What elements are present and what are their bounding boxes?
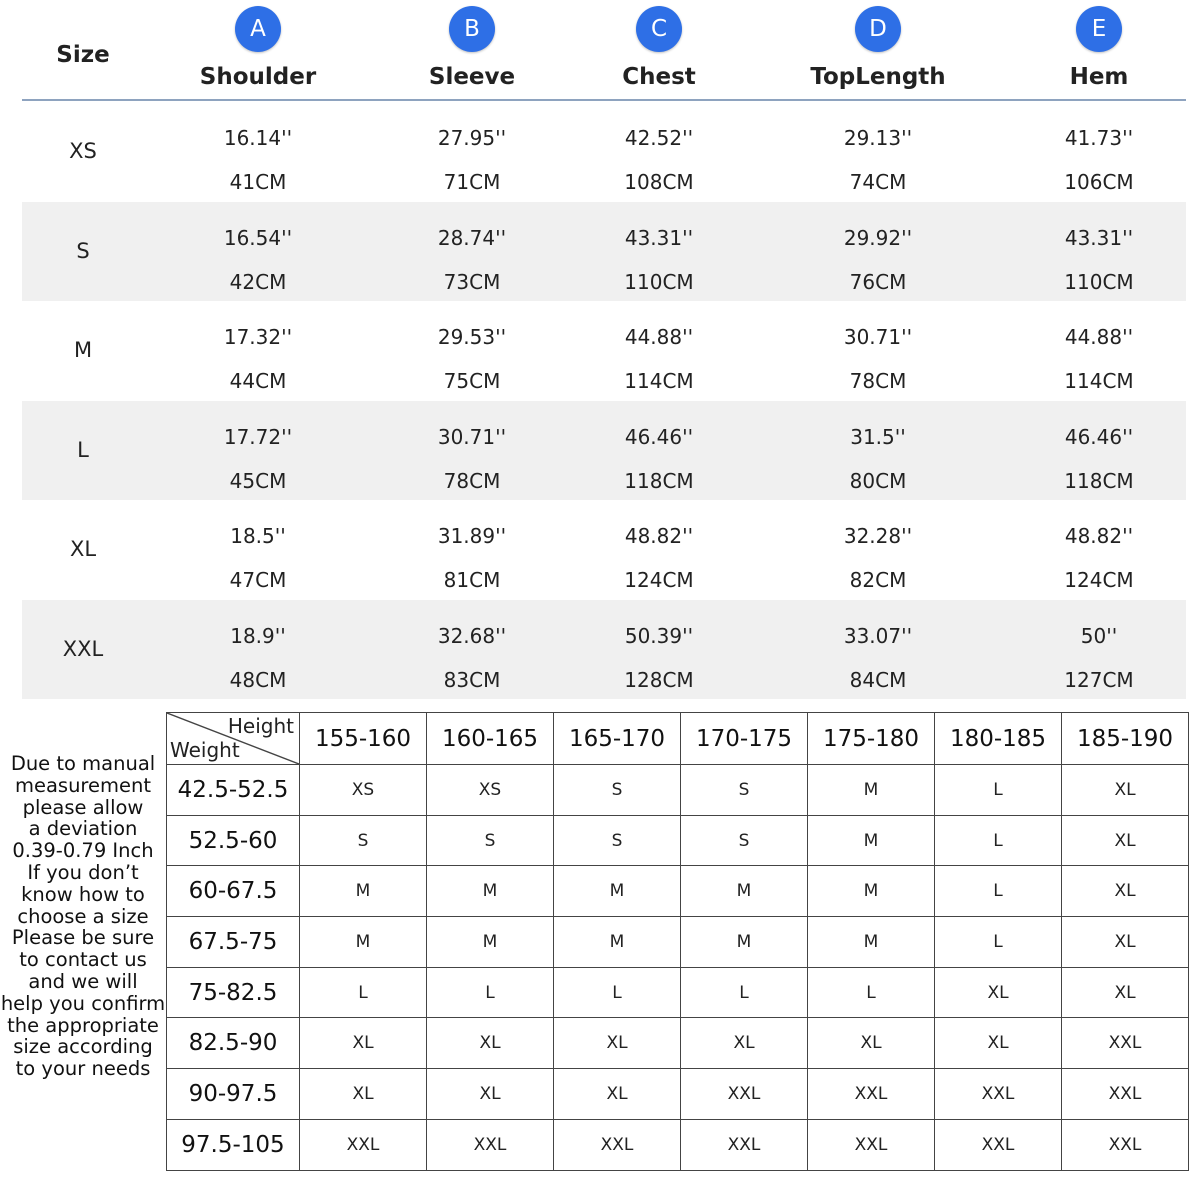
recommended-size-cell: XL [935,1018,1062,1069]
cm-value: 83CM [443,667,501,692]
height-weight-body [167,765,1189,1171]
inch-value: 48.82'' [624,524,694,548]
measurement-cell [544,600,774,700]
note-line: to contact us [19,948,147,972]
weight-row [167,1119,1189,1170]
recommended-size-cell: M [300,917,427,968]
note-line: choose a size [17,904,149,928]
note-line: measurement [14,773,152,797]
recommended-size-cell: XL [427,1018,554,1069]
recommended-size-cell: M [300,866,427,917]
cm-value: 118CM [624,468,694,493]
recommended-size-cell: XXL [808,1069,935,1120]
recommended-size-cell: XL [554,1018,681,1069]
column-badge-icon: A [235,6,281,52]
recommended-size-cell: L [935,917,1062,968]
inch-value: 50.39'' [624,623,694,648]
column-header-chest [544,0,774,90]
cm-value: 74CM [849,170,907,194]
inch-value: 33.07'' [843,623,913,648]
weight-row [167,1069,1189,1120]
weight-range-label: 42.5-52.5 [167,765,300,816]
inch-value: 18.5'' [230,524,286,548]
cm-value: 44CM [229,369,287,393]
height-range-header: 175-180 [808,713,935,765]
cm-value: 81CM [443,568,501,592]
recommended-size-cell: XXL [1062,1119,1189,1170]
cm-value: 118CM [1064,468,1134,493]
cm-value: 47CM [229,568,287,592]
recommended-size-cell: M [808,765,935,816]
recommended-size-cell: XXL [808,1119,935,1170]
height-range-header: 155-160 [300,713,427,765]
note-line: to your needs [15,1057,151,1081]
cm-value: 114CM [1064,369,1134,393]
column-title: Shoulder [199,64,317,90]
cm-value: 110CM [1064,269,1134,294]
note-line: please allow [22,795,144,819]
inch-value: 46.46'' [1064,424,1134,449]
cm-value: 75CM [443,369,501,393]
recommended-size-cell: XXL [554,1119,681,1170]
recommended-size-cell: XXL [300,1119,427,1170]
measurement-row-xl [22,500,1186,600]
note-line: know how to [21,882,145,906]
cm-value: 48CM [229,667,287,692]
recommended-size-cell: L [681,967,808,1018]
weight-row [167,1018,1189,1069]
recommended-size-cell: S [300,815,427,866]
recommended-size-cell: XXL [681,1119,808,1170]
recommended-size-cell: XL [1062,815,1189,866]
recommended-size-cell: XS [427,765,554,816]
recommended-size-cell: XL [427,1069,554,1120]
height-header-row [167,713,1189,765]
size-label: XL [69,537,97,561]
inch-value: 29.92'' [843,225,913,250]
measurement-row-m [22,301,1186,401]
inch-value: 41.73'' [1064,126,1134,150]
height-range-header: 180-185 [935,713,1062,765]
recommended-size-cell: XL [300,1018,427,1069]
measurement-cell [143,600,373,700]
recommended-size-cell: XXL [681,1069,808,1120]
recommended-size-cell: XL [554,1069,681,1120]
column-badge-icon: E [1076,6,1122,52]
recommended-size-cell: M [681,866,808,917]
weight-row [167,917,1189,968]
measurement-cell [143,500,373,600]
recommended-size-cell: XL [1062,866,1189,917]
cm-value: 42CM [229,269,287,294]
cm-value: 41CM [229,170,287,194]
recommended-size-cell: M [808,866,935,917]
weight-range-label: 60-67.5 [167,866,300,917]
recommended-size-cell: XL [681,1018,808,1069]
inch-value: 16.54'' [223,225,293,250]
recommended-size-cell: M [427,917,554,968]
inch-value: 42.52'' [624,126,694,150]
recommended-size-cell: L [300,967,427,1018]
note-line: a deviation [28,817,138,841]
cm-value: 45CM [229,468,287,493]
recommended-size-cell: XL [300,1069,427,1120]
cm-value: 127CM [1064,667,1134,692]
size-label: XXL [62,636,104,661]
recommended-size-cell: L [935,765,1062,816]
recommended-size-cell: M [554,866,681,917]
weight-row [167,866,1189,917]
inch-value: 16.14'' [223,126,293,150]
inch-value: 43.31'' [624,225,694,250]
note-line: and we will [28,969,138,993]
measurement-cell [143,401,373,501]
measurement-row-s [22,202,1186,302]
cm-value: 128CM [624,667,694,692]
size-label: S [76,238,90,263]
inch-value: 48.82'' [1064,524,1134,548]
size-label: L [77,437,89,462]
recommended-size-cell: XXL [935,1069,1062,1120]
recommended-size-cell: S [681,765,808,816]
cm-value: 78CM [849,369,907,393]
recommended-size-cell: M [427,866,554,917]
measurement-cell [984,301,1200,401]
measurement-cell [984,401,1200,501]
measurement-cell [763,600,993,700]
recommended-size-cell: S [427,815,554,866]
column-title: TopLength [810,64,946,90]
recommended-size-cell: XL [935,967,1062,1018]
inch-value: 44.88'' [624,325,694,349]
inch-value: 30.71'' [843,325,913,349]
inch-value: 18.9'' [230,623,286,648]
recommended-size-cell: S [681,815,808,866]
recommended-size-cell: L [935,866,1062,917]
weight-range-label: 82.5-90 [167,1018,300,1069]
column-header-shoulder [143,0,373,90]
weight-range-label: 75-82.5 [167,967,300,1018]
measurement-cell [984,202,1200,302]
cm-value: 110CM [624,269,694,294]
recommended-size-cell: L [935,815,1062,866]
height-weight-size-table [166,712,1189,1171]
inch-value: 44.88'' [1064,325,1134,349]
note-line: the appropriate [7,1013,159,1037]
inch-value: 29.13'' [843,126,913,150]
height-range-header: 165-170 [554,713,681,765]
column-badge-icon: C [636,6,682,52]
measurement-row-l [22,401,1186,501]
note-line: If you don’t [27,860,139,884]
weight-row [167,815,1189,866]
inch-value: 32.68'' [437,623,507,648]
measurement-cell [763,102,993,202]
recommended-size-cell: XXL [935,1119,1062,1170]
measurement-row-xs [22,102,1186,202]
column-title: Hem [1069,64,1129,90]
measurement-cell [544,102,774,202]
height-range-header: 170-175 [681,713,808,765]
measurement-cell [763,202,993,302]
measurement-cell [544,401,774,501]
recommended-size-cell: XS [300,765,427,816]
measurement-cell [544,500,774,600]
weight-range-label: 52.5-60 [167,815,300,866]
cm-value: 114CM [624,369,694,393]
height-range-header: 185-190 [1062,713,1189,765]
measurement-table [22,102,1186,699]
measurement-cell [544,202,774,302]
weight-row [167,765,1189,816]
cm-value: 73CM [443,269,501,294]
cm-value: 76CM [849,269,907,294]
inch-value: 17.72'' [223,424,293,449]
cm-value: 80CM [849,468,907,493]
size-label: M [73,338,93,362]
measurement-cell [544,301,774,401]
weight-axis-label: Weight [170,738,240,762]
note-line: size according [13,1035,153,1059]
size-label: XS [69,139,97,163]
column-title: Sleeve [428,64,516,90]
column-badge-icon: D [855,6,901,52]
measurement-cell [143,301,373,401]
note-line: Due to manual [10,752,156,775]
recommended-size-cell: M [554,917,681,968]
inch-value: 17.32'' [223,325,293,349]
weight-row [167,967,1189,1018]
measurement-cell [763,301,993,401]
measurement-cell [984,600,1200,700]
cm-value: 108CM [624,170,694,194]
note-line: help you confirm [0,991,166,1015]
recommended-size-cell: XL [1062,765,1189,816]
inch-value: 29.53'' [437,325,507,349]
recommended-size-cell: M [681,917,808,968]
inch-value: 30.71'' [437,424,507,449]
column-badge-icon: B [449,6,495,52]
measurement-row-xxl [22,600,1186,700]
column-header-toplength [763,0,993,90]
inch-value: 32.28'' [843,524,913,548]
header-divider [22,99,1186,101]
cm-value: 82CM [849,568,907,592]
recommended-size-cell: L [427,967,554,1018]
recommended-size-cell: XL [808,1018,935,1069]
measurement-cell [763,500,993,600]
recommended-size-cell: S [554,815,681,866]
weight-range-label: 97.5-105 [167,1119,300,1170]
inch-value: 28.74'' [437,225,507,250]
column-header-hem [984,0,1200,90]
cm-value: 124CM [1064,568,1134,592]
recommended-size-cell: M [808,917,935,968]
height-axis-label: Height [227,714,294,738]
inch-value: 27.95'' [437,126,507,150]
inch-value: 43.31'' [1064,225,1134,250]
note-line: 0.39-0.79 Inch [12,839,154,863]
recommended-size-cell: XXL [1062,1069,1189,1120]
inch-value: 50'' [1080,623,1118,648]
inch-value: 31.89'' [437,524,507,548]
measurement-cell [143,202,373,302]
inch-value: 31.5'' [850,424,906,449]
measurement-header [0,0,1200,100]
measurement-cell [984,102,1200,202]
weight-range-label: 67.5-75 [167,917,300,968]
measurement-note [0,753,166,1080]
measurement-cell [763,401,993,501]
cm-value: 84CM [849,667,907,692]
note-line: Please be sure [11,926,155,950]
recommended-size-cell: S [554,765,681,816]
cm-value: 106CM [1064,170,1134,194]
measurement-cell [143,102,373,202]
column-title: Chest [622,64,696,90]
weight-range-label: 90-97.5 [167,1069,300,1120]
inch-value: 46.46'' [624,424,694,449]
cm-value: 78CM [443,468,501,493]
recommended-size-cell: XXL [427,1119,554,1170]
corner-cell [167,713,300,765]
recommended-size-cell: XL [1062,917,1189,968]
measurement-cell [984,500,1200,600]
size-column-label: Size [56,42,110,68]
recommended-size-cell: L [808,967,935,1018]
recommended-size-cell: XL [1062,967,1189,1018]
recommended-size-cell: M [808,815,935,866]
cm-value: 71CM [443,170,501,194]
height-range-header: 160-165 [427,713,554,765]
recommended-size-cell: L [554,967,681,1018]
cm-value: 124CM [624,568,694,592]
recommended-size-cell: XXL [1062,1018,1189,1069]
